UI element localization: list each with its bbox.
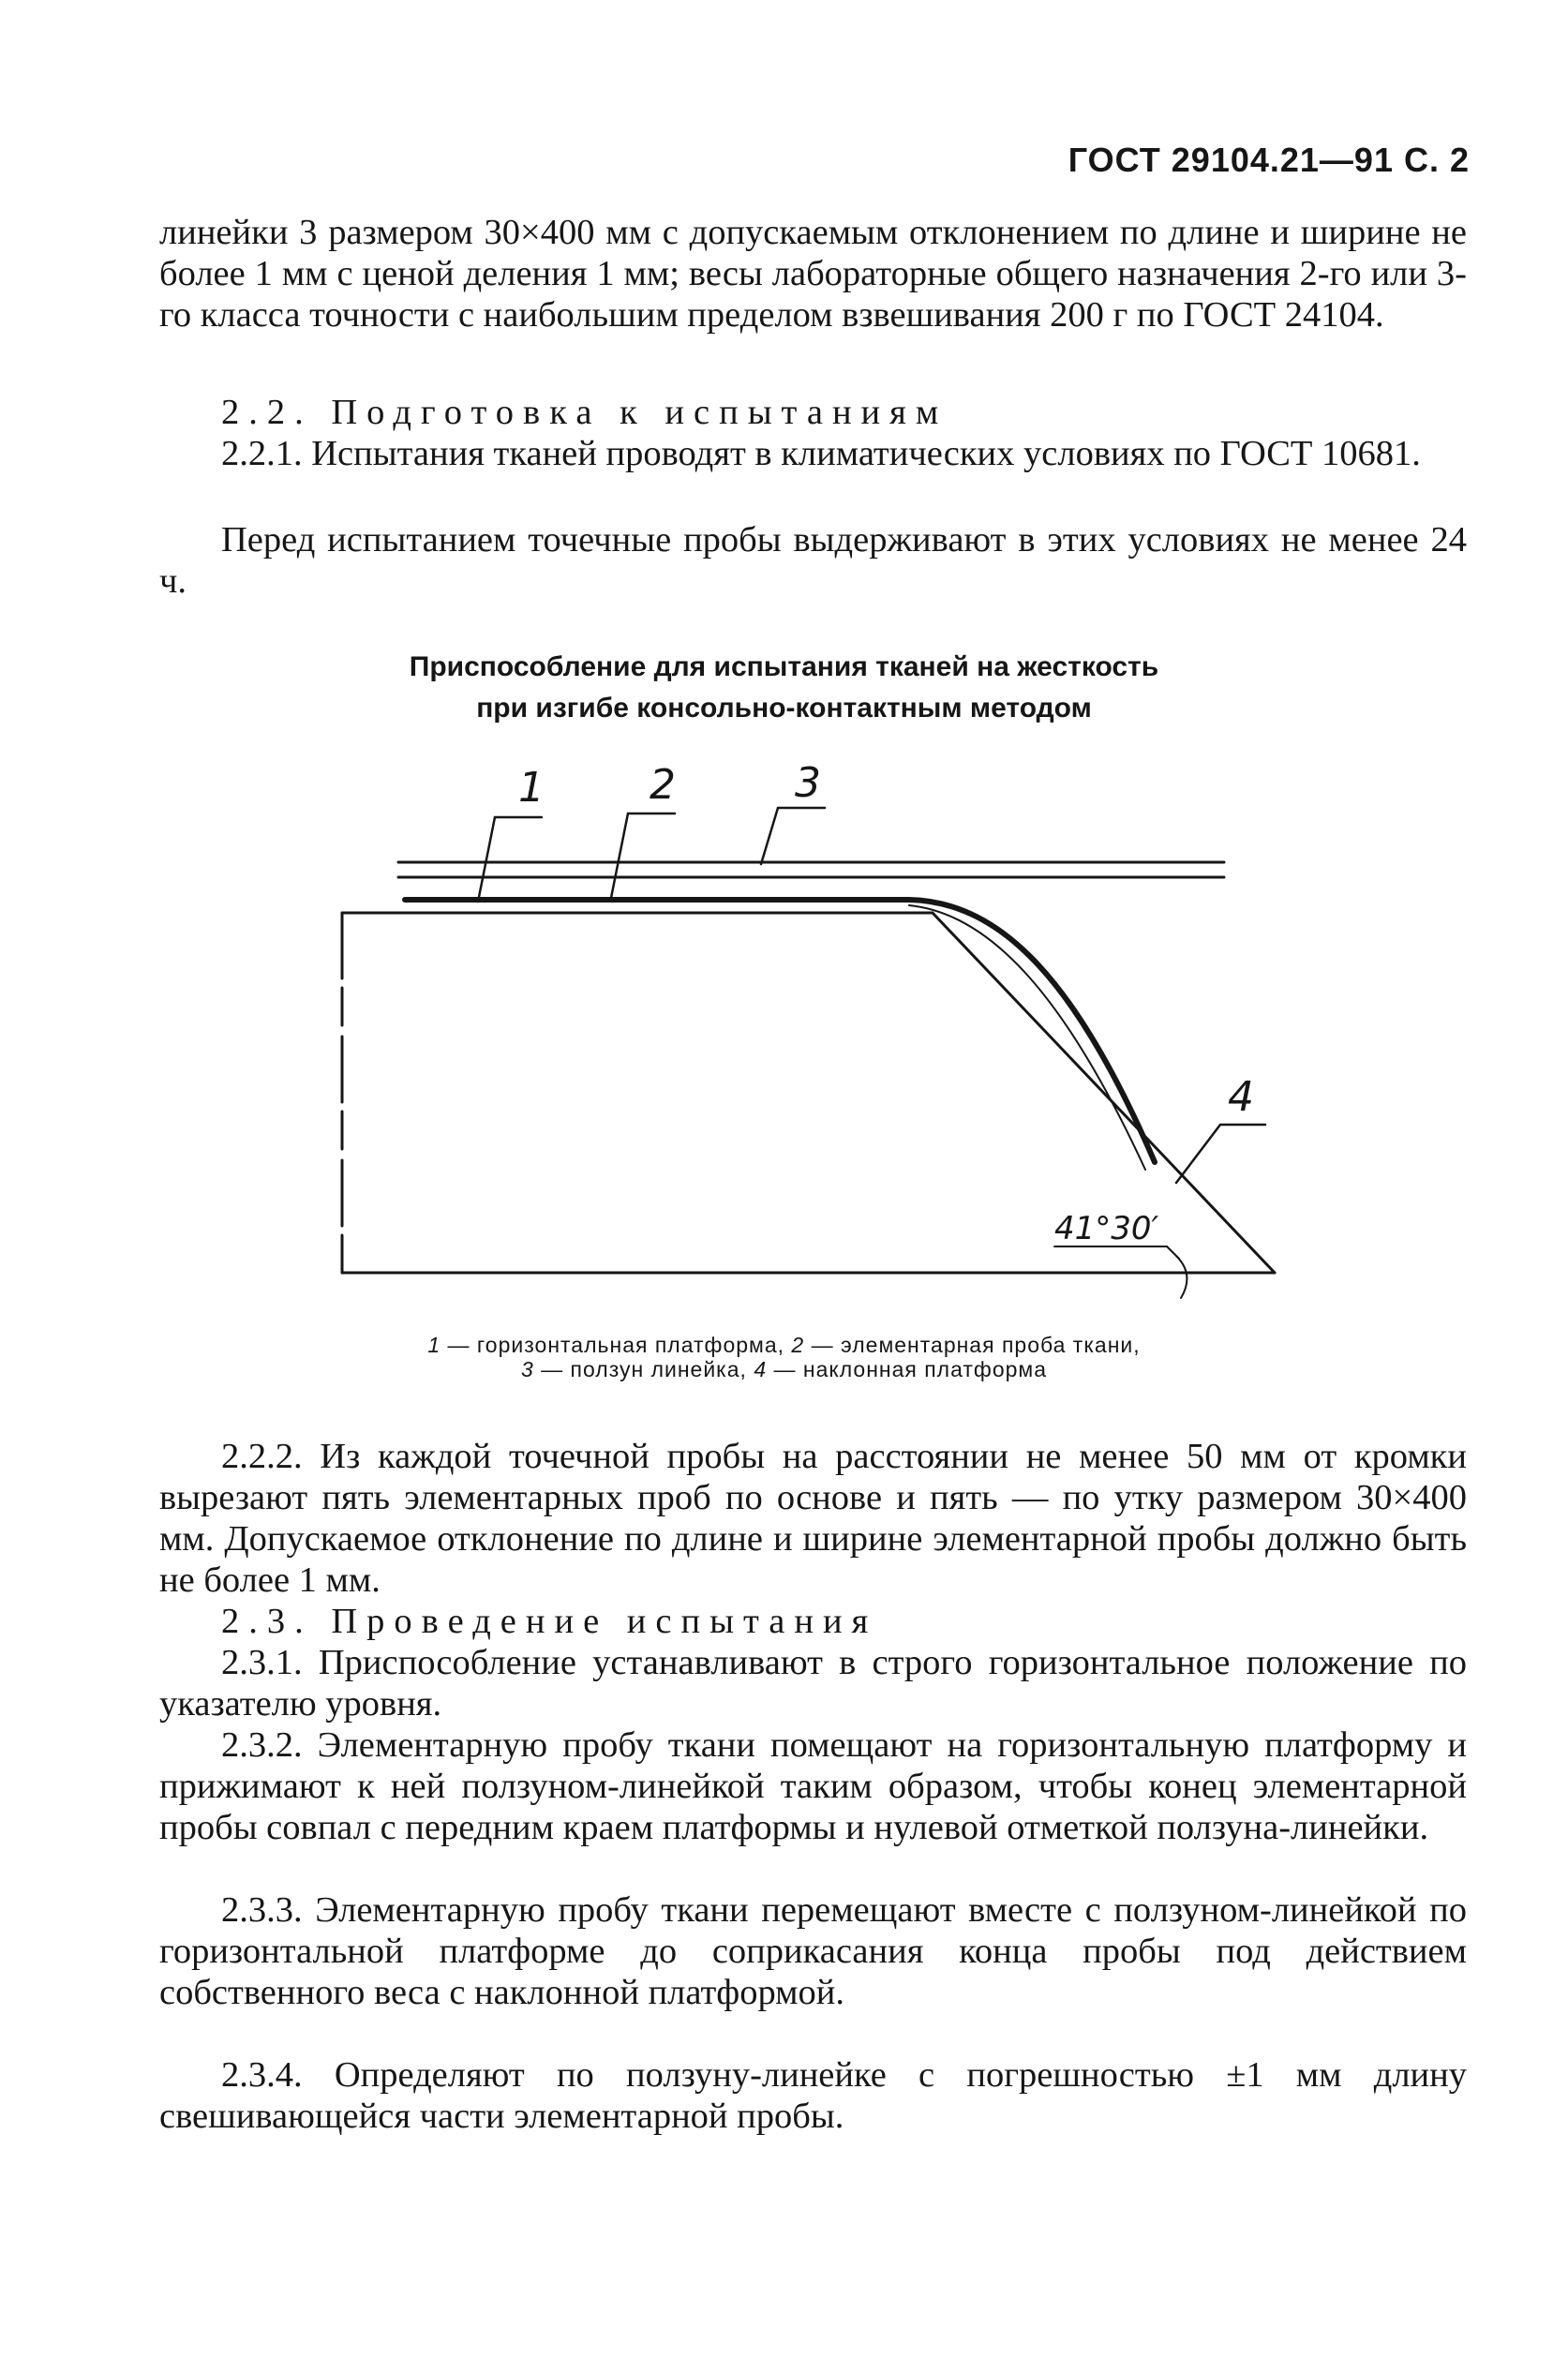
paragraph-2-3-3: 2.3.3. Элементарную пробу ткани перемещают вместе с ползуном-линейкой по горизонтальной платформе до соприкасания конца пробы под действием собственного веса с наклонной платформой. [159,1890,1467,2012]
figure-title-line-2: при изгибе консольно-контактным методом [476,693,1092,724]
leader-line-3 [761,808,825,864]
label-4: 4 [1228,1073,1254,1121]
leader-line-1 [478,817,542,902]
paragraph-2-3-1: 2.3.1. Приспособление устанавливают в строго горизонтальное положение по указателю уровня. [159,1643,1467,1724]
label-1: 1 [518,764,545,812]
fabric-sample-strip [405,900,1155,1162]
legend-line-1: 1 — горизонтальная платформа, 2 — элементарная проба ткани, [427,1333,1141,1357]
angle-label: 41°30′ [1054,1210,1159,1247]
label-2: 2 [650,761,676,809]
paragraph-2-2-1: 2.2.1. Испытания тканей проводят в климатических условиях по ГОСТ 10681. [221,434,1421,473]
angle-pointer [1167,1246,1179,1259]
paragraph-2-3-2: 2.3.2. Элементарную пробу ткани помещают на горизонтальную платформу и прижимают к ней ползуном-линейкой таким образом, чтобы конец элементарной пробы совпал с передним краем платформы и нулевой отметкой ползуна-линейки. [159,1725,1467,1847]
paragraph-2-2-1-conditioning: Перед испытанием точечные пробы выдерживают в этих условиях не менее 24 ч. [159,520,1467,601]
leader-line-4 [1176,1125,1265,1183]
paragraph-2-3-4: 2.3.4. Определяют по ползуну-линейке с погрешностью ±1 мм длину свешивающейся части элементарной пробы. [159,2055,1467,2136]
figure-title-line-1: Приспособление для испытания тканей на жесткость [409,651,1159,682]
figure-legend [0,1333,1568,1381]
label-3: 3 [795,759,821,807]
section-heading-testing: 2.3. Проведение испытания [221,1602,878,1641]
paragraph-equipment: линейки 3 размером 30×400 мм с допускаемым отклонением по длине и ширине не более 1 мм с ценой деления 1 мм; весы лабораторные общего назначения 2-го или 3-го класса точности с наибольшим пределом взвешивания 200 г по ГОСТ 24104. [159,213,1467,335]
page-header: ГОСТ 29104.21—91 С. 2 [1068,141,1470,179]
paragraph-2-2-2: 2.2.2. Из каждой точечной пробы на расстоянии не менее 50 мм от кромки вырезают пять элементарных проб по основе и пять — по утку размером 30×400 мм. Допускаемое отклонение по длине и ширине элементарной пробы должно быть не более 1 мм. [159,1437,1467,1600]
section-heading-preparation: 2.2. Подготовка к испытаниям [221,393,948,432]
angle-arc [1176,1256,1187,1298]
legend-line-2: 3 — ползун линейка, 4 — наклонная платформа [520,1357,1048,1381]
fabric-sample-edge [909,905,1145,1170]
leader-line-2 [611,813,675,898]
